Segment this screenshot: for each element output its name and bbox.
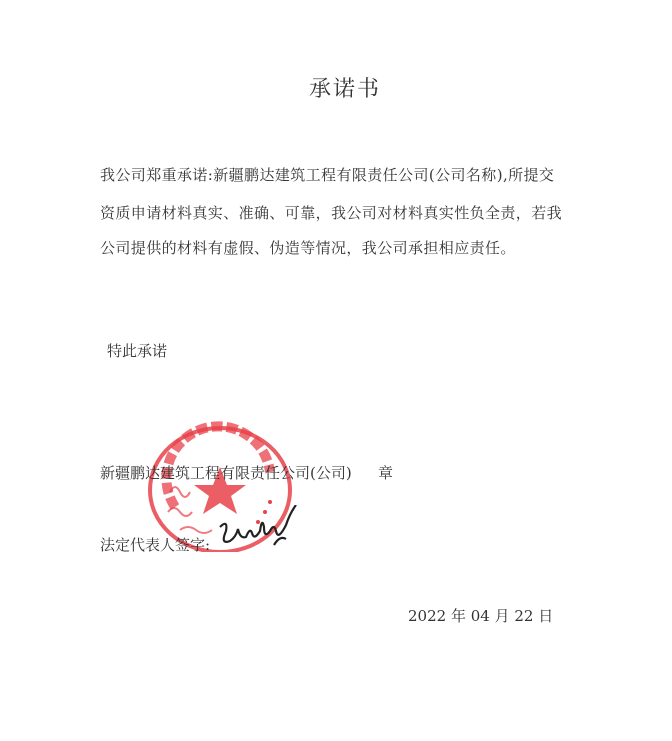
company-name: 新疆鹏达建筑工程有限责任公司(公司)	[100, 464, 352, 482]
body-line-1: 我公司郑重承诺:新疆鹏达建筑工程有限责任公司(公司名称),所提交	[100, 166, 555, 184]
body-line-2: 资质申请材料真实、准确、可靠，我公司对材料真实性负全责，若我	[100, 204, 563, 222]
handwritten-signature-icon	[212, 505, 307, 557]
seal-label: 章	[378, 464, 394, 482]
date: 2022 年 04 月 22 日	[408, 607, 554, 625]
document-title: 承诺书	[308, 77, 381, 102]
closing-text: 特此承诺	[107, 342, 168, 360]
signature-label: 法定代表人签字:	[100, 536, 211, 554]
body-line-3: 公司提供的材料有虚假、伪造等情况，我公司承担相应责任。	[100, 239, 516, 257]
